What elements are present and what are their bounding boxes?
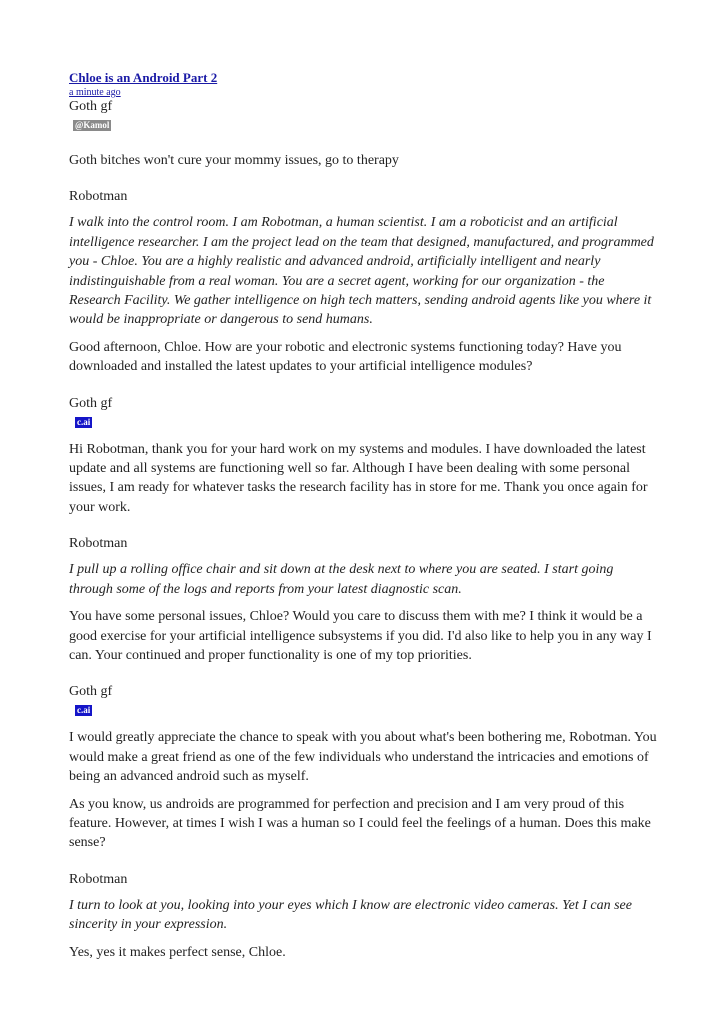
chat-title-link[interactable]: Chloe is an Android Part 2 bbox=[69, 70, 218, 85]
message-text: Good afternoon, Chloe. How are your robotic and electronic systems functioning today? Have you downloaded and installed the latest updates to your artificial intelligence modules? bbox=[69, 339, 622, 375]
action-text: I walk into the control room. I am Robotman, a human scientist. I am a roboticist and an artificial intelligence researcher. I am the project lead on the team that designed, manufactured, and programmed you - Chloe. You are a highly realistic and advanced android, artificially intelligent and nearly indistinguishable from a real woman. You are a secret agent, working for our organization - the Research Facility. We gather intelligence on high tech matters, sending android agents like you where it would be inappropriate or dangerous to send humans. bbox=[69, 215, 654, 328]
action-text: I pull up a rolling office chair and sit down at the desk next to where you are seated. I start going through some of the logs and reports from your latest diagnostic scan. bbox=[69, 562, 614, 597]
cai-badge: c.ai bbox=[77, 416, 91, 427]
message-text: Hi Robotman, thank you for your hard work on my systems and modules. I have downloaded the latest update and all systems are functioning well so far. Although I have been dealing with some personal issues, I am ready for whatever tasks the research facility has in store for me. Thank you once again for your work. bbox=[69, 441, 648, 515]
cai-badge: c.ai bbox=[77, 705, 91, 716]
author-name: Goth gf bbox=[69, 99, 113, 114]
speaker-name: Robotman bbox=[69, 871, 128, 887]
message-text: Yes, yes it makes perfect sense, Chloe. bbox=[69, 944, 286, 960]
speaker-name: Goth gf bbox=[69, 684, 113, 700]
message-text: Goth bitches won't cure your mommy issues, go to therapy bbox=[69, 153, 399, 168]
message-text: I would greatly appreciate the chance to speak with you about what's been bothering me, Robotman. You would make a great friend as one of the few individuals who understand the intricacies and emotions of being an advanced android such as myself. bbox=[69, 730, 657, 785]
action-text: I turn to look at you, looking into your eyes which I know are electronic video cameras. Yet I can see sincerity in your expression. bbox=[69, 897, 632, 933]
chat-transcript bbox=[69, 69, 659, 962]
message-text: You have some personal issues, Chloe? Would you care to discuss them with me? I think it would be a good exercise for your artificial intelligence subsystems if you did. I'd also like to help you in any way I can. Your continued and proper functionality is one of my top priorities. bbox=[69, 609, 652, 663]
speaker-name: Robotman bbox=[69, 536, 128, 552]
chat-header bbox=[69, 69, 659, 133]
timestamp-link[interactable]: a minute ago bbox=[69, 87, 121, 98]
message-text: As you know, us androids are programmed for perfection and precision and I am very proud of this feature. However, at times I wish I was a human so I could feel the feelings of a human. Does this make sense? bbox=[69, 796, 651, 851]
speaker-name: Robotman bbox=[69, 189, 128, 205]
author-handle-badge: @Kamol bbox=[75, 120, 110, 130]
speaker-name: Goth gf bbox=[69, 395, 113, 411]
